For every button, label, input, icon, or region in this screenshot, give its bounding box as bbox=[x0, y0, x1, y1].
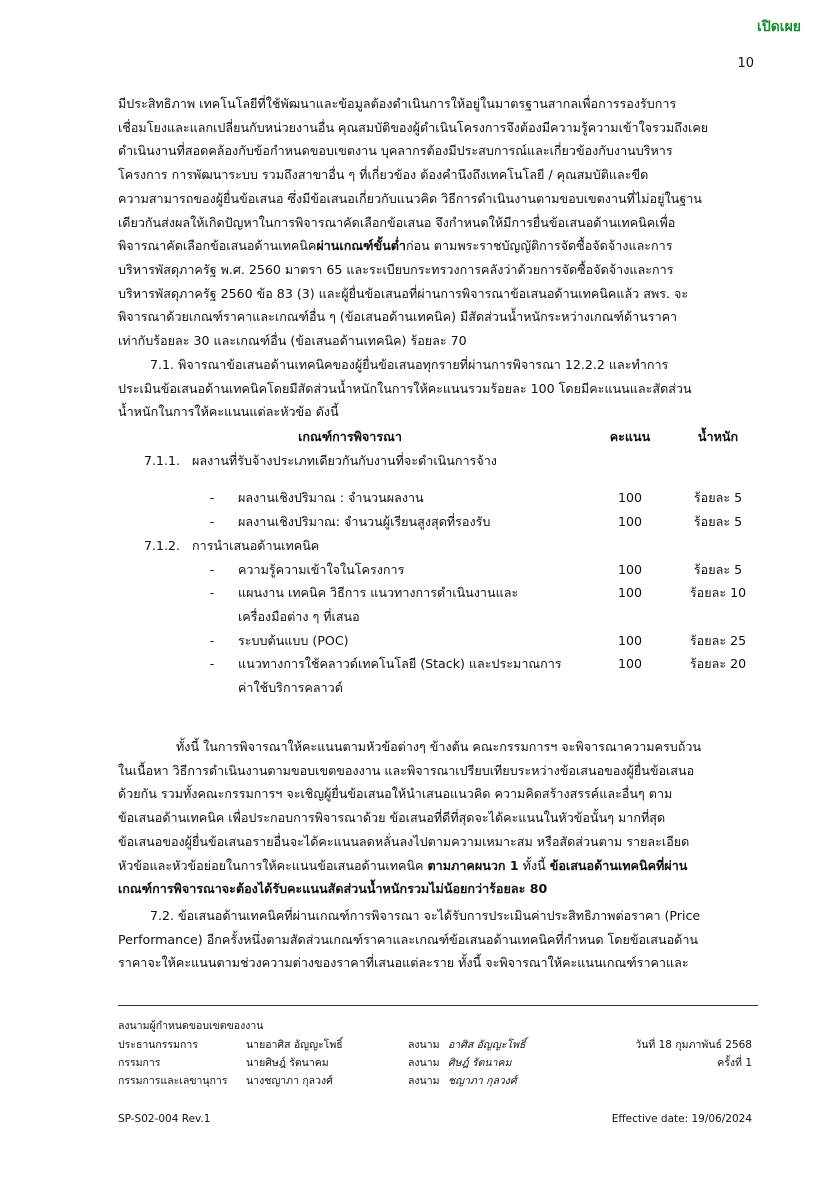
text-line: ทั้งนี้ ในการพิจารณาให้คะแนนตามหัวข้อต่างๆ ข้างต้น คณะกรรมการฯ จะพิจารณาความครบถ้วน bbox=[176, 739, 702, 754]
signature-sign-labels bbox=[408, 1036, 440, 1090]
paragraph-technical-requirements bbox=[118, 92, 758, 353]
signature-date: วันที่ 18 กุมภาพันธ์ 2568 bbox=[635, 1039, 752, 1051]
sign-label: ลงนาม bbox=[408, 1075, 440, 1087]
paragraph-7-1 bbox=[118, 353, 758, 424]
bold-min-criteria: ผ่านเกณฑ์ขั้นต่ำ bbox=[316, 238, 406, 254]
signature-name: นายศิษฎ์ รัตนาคม bbox=[246, 1057, 329, 1069]
criteria-row bbox=[118, 510, 758, 534]
divider bbox=[118, 1005, 758, 1006]
criteria-label: ระบบต้นแบบ (POC) bbox=[238, 632, 349, 648]
signature: ชญาภา กุลวงศ์ bbox=[448, 1075, 517, 1087]
bullet: - bbox=[209, 632, 215, 648]
sign-label: ลงนาม bbox=[408, 1039, 440, 1051]
signature-meta bbox=[635, 1036, 752, 1072]
bullet: - bbox=[209, 585, 215, 601]
text-segment: พิจารณาคัดเลือกข้อเสนอด้านเทคนิค bbox=[118, 238, 317, 254]
text-line: ข้อเสนอของผู้ยื่นข้อเสนอรายอื่นจะได้คะแนนลดหลั่นลงไปตามความเหมาะสม หรือสัดส่วนตาม รายละเอียด bbox=[118, 833, 690, 849]
classification-label: เปิดเผย bbox=[757, 19, 801, 35]
text-line: ราคาจะให้คะแนนตามช่วงความต่างของราคาที่เสนอแต่ละราย ทั้งนี้ จะพิจารณาให้คะแนนเกณฑ์ราคาและ bbox=[118, 955, 689, 971]
criteria-row bbox=[118, 652, 758, 699]
text-line: เชื่อมโยงและแลกเปลี่ยนกับหน่วยงานอื่น คุณสมบัติของผู้ดำเนินโครงการจึงต้องมีความรู้ความเข้าใจรวมถึงเคย bbox=[118, 119, 709, 135]
criteria-weight: ร้อยละ 5 bbox=[693, 514, 743, 530]
signature-name: นายอาศิส อัญญะโพธิ์ bbox=[246, 1039, 343, 1051]
criteria-row bbox=[118, 558, 758, 582]
header-weight: น้ำหนัก bbox=[697, 429, 739, 444]
text-line bbox=[118, 877, 758, 901]
text-line: เท่ากับร้อยละ 30 และเกณฑ์อื่น (ข้อเสนอด้านเทคนิค) ร้อยละ 70 bbox=[118, 333, 467, 349]
criteria-table bbox=[118, 425, 758, 700]
signature-names bbox=[246, 1036, 343, 1090]
paragraph-7-2 bbox=[118, 904, 758, 975]
table-header-row bbox=[118, 425, 758, 449]
bullet: - bbox=[209, 514, 215, 530]
signature-role: ประธานกรรมการ bbox=[118, 1039, 198, 1051]
signature-name: นางชญาภา กุลวงศ์ bbox=[246, 1075, 333, 1087]
header-score: คะแนน bbox=[609, 429, 651, 444]
criteria-row bbox=[118, 629, 758, 653]
criteria-score: 100 bbox=[617, 561, 643, 577]
criteria-label-line: แนวทางการใช้คลาวด์เทคโนโลยี (Stack) และประมาณการ bbox=[238, 656, 562, 672]
signature-signatures bbox=[448, 1036, 525, 1090]
text-line: 7.1. พิจารณาข้อเสนอด้านเทคนิคของผู้ยื่นข้อเสนอทุกรายที่ผ่านการพิจารณา 12.2.2 และทำการ bbox=[150, 357, 669, 372]
criteria-label bbox=[238, 581, 582, 628]
group-number: 7.1.2. bbox=[143, 537, 180, 553]
criteria-row bbox=[118, 581, 758, 628]
bold-pass-criteria: ข้อเสนอด้านเทคนิคที่ผ่าน bbox=[549, 857, 688, 873]
criteria-weight: ร้อยละ 25 bbox=[689, 632, 747, 648]
sign-label: ลงนาม bbox=[408, 1057, 440, 1069]
criteria-label-line: ค่าใช้บริการคลาวด์ bbox=[238, 680, 343, 696]
page-number: 10 bbox=[737, 56, 754, 71]
text-line: โครงการ การพัฒนาระบบ รวมถึงสาขาอื่น ๆ ที่เกี่ยวข้อง ต้องคำนึงถึงเทคโนโลยี / คุณสมบัติและขีด bbox=[118, 167, 649, 183]
group-row bbox=[118, 534, 758, 558]
group-number: 7.1.1. bbox=[143, 452, 180, 468]
criteria-weight: ร้อยละ 10 bbox=[689, 585, 747, 601]
criteria-label bbox=[238, 652, 582, 699]
criteria-weight: ร้อยละ 5 bbox=[693, 490, 743, 506]
group-title: ผลงานที่รับจ้างประเภทเดียวกันกับงานที่จะดำเนินการจ้าง bbox=[192, 452, 497, 468]
text-line: ประเมินข้อเสนอด้านเทคนิคโดยมีสัดส่วนน้ำหนักในการให้คะแนนรวมร้อยละ 100 โดยมีคะแนนและสัดส่วน bbox=[118, 380, 692, 396]
signature-role: กรรมการและเลขานุการ bbox=[118, 1075, 228, 1087]
criteria-score: 100 bbox=[617, 632, 643, 648]
criteria-score: 100 bbox=[617, 514, 643, 530]
criteria-score: 100 bbox=[617, 490, 643, 506]
bullet: - bbox=[209, 656, 215, 672]
text-line: บริหารพัสดุภาครัฐ พ.ศ. 2560 มาตรา 65 และระเบียบกระทรวงการคลังว่าด้วยการจัดซื้อจัดจ้างและการ bbox=[118, 261, 674, 277]
text-line: เดียวกันส่งผลให้เกิดปัญหาในการพิจารณาคัดเลือกข้อเสนอ จึงกำหนดให้มีการยื่นข้อเสนอด้านเทคนิคเพื่อ bbox=[118, 214, 676, 230]
text-line: 7.2. ข้อเสนอด้านเทคนิคที่ผ่านเกณฑ์การพิจารณา จะได้รับการประเมินค่าประสิทธิภาพต่อราคา (Price bbox=[150, 908, 701, 923]
doc-code: SP-S02-004 Rev.1 bbox=[118, 1113, 211, 1125]
text-line: น้ำหนักในการให้คะแนนแต่ละหัวข้อ ดังนี้ bbox=[118, 404, 339, 420]
criteria-score: 100 bbox=[617, 656, 643, 672]
criteria-label-line: แผนงาน เทคนิค วิธีการ แนวทางการดำเนินงานและ bbox=[238, 585, 519, 601]
criteria-score: 100 bbox=[617, 585, 643, 601]
signature: อาศิส อัญญะโพธิ์ bbox=[448, 1039, 526, 1051]
text-line bbox=[118, 234, 758, 258]
signature: ศิษฎ์ รัตนาคม bbox=[448, 1057, 512, 1069]
text-line bbox=[118, 854, 758, 878]
criteria-label: ความรู้ความเข้าใจในโครงการ bbox=[238, 561, 405, 577]
bullet: - bbox=[209, 561, 215, 577]
criteria-row bbox=[118, 486, 758, 510]
paragraph-scoring-notes bbox=[118, 735, 758, 901]
criteria-label: ผลงานเชิงปริมาณ : จำนวนผลงาน bbox=[238, 490, 424, 506]
text-line: ดำเนินงานที่สอดคล้องกับข้อกำหนดขอบเขตงาน บุคลากรต้องมีประสบการณ์และเกี่ยวข้องกับงานบริหาร bbox=[118, 143, 673, 159]
effective-date: Effective date: 19/06/2024 bbox=[611, 1113, 752, 1125]
group-row bbox=[118, 449, 758, 473]
signature-roles bbox=[118, 1036, 227, 1090]
header-criteria: เกณฑ์การพิจารณา bbox=[298, 429, 402, 444]
signature-role: กรรมการ bbox=[118, 1057, 161, 1069]
text-segment: ก่อน ตามพระราชบัญญัติการจัดซื้อจัดจ้างและการ bbox=[405, 238, 673, 254]
text-line: พิจารณาด้วยเกณฑ์ราคาและเกณฑ์อื่น ๆ (ข้อเสนอด้านเทคนิค) มีสัดส่วนน้ำหนักระหว่างเกณฑ์ด้านราคา bbox=[118, 309, 678, 325]
signature-heading: ลงนามผู้กำหนดขอบเขตของงาน bbox=[118, 1020, 264, 1032]
text-line: Performance) อีกครั้งหนึ่งตามสัดส่วนเกณฑ์ราคาและเกณฑ์ข้อเสนอด้านเทคนิคที่กำหนด โดยข้อเสนอด้าน bbox=[118, 931, 699, 947]
bullet: - bbox=[209, 490, 215, 506]
text-line: ด้วยกัน รวมทั้งคณะกรรมการฯ จะเชิญผู้ยื่นข้อเสนอให้นำเสนอแนวคิด ความคิดสร้างสรรค์และอื่นๆ ตาม bbox=[118, 786, 673, 802]
bold-pass-threshold: เกณฑ์การพิจารณาจะต้องได้รับคะแนนสัดส่วนน้ำหนักรวมไม่น้อยกว่าร้อยละ 80 bbox=[118, 881, 548, 897]
text-line: ความสามารถของผู้ยื่นข้อเสนอ ซึ่งมีข้อเสนอเกี่ยวกับแนวคิด วิธีการดำเนินงานตามขอบเขตงานที่ไม่อยู่ในฐาน bbox=[118, 190, 702, 206]
text-line: ในเนื้อหา วิธีการดำเนินงานตามขอบเขตของงาน และพิจารณาเปรียบเทียบระหว่างข้อเสนอของผู้ยื่นข้อเสนอ bbox=[118, 762, 695, 778]
bold-annex-ref: ตามภาคผนวก 1 bbox=[427, 857, 519, 873]
text-line: บริหารพัสดุภาครัฐ 2560 ข้อ 83 (3) และผู้ยื่นข้อเสนอที่ผ่านการพิจารณาข้อเสนอด้านเทคนิคแล้ว สพร. จะ bbox=[118, 285, 689, 301]
text-segment: ทั้งนี้ bbox=[518, 857, 550, 873]
criteria-weight: ร้อยละ 20 bbox=[689, 656, 747, 672]
group-title: การนำเสนอด้านเทคนิค bbox=[192, 537, 320, 553]
text-line: มีประสิทธิภาพ เทคโนโลยีที่ใช้พัฒนาและข้อมูลต้องดำเนินการให้อยู่ในมาตรฐานสากลเพื่อการรองรับการ bbox=[118, 96, 677, 111]
criteria-weight: ร้อยละ 5 bbox=[693, 561, 743, 577]
signature-round: ครั้งที่ 1 bbox=[717, 1057, 752, 1069]
criteria-label: ผลงานเชิงปริมาณ: จำนวนผู้เรียนสูงสุดที่รองรับ bbox=[238, 514, 491, 530]
text-segment: หัวข้อและหัวข้อย่อยในการให้คะแนนข้อเสนอด้านเทคนิค bbox=[118, 857, 428, 873]
criteria-label-line: เครื่องมือต่าง ๆ ที่เสนอ bbox=[238, 608, 360, 624]
text-line: ข้อเสนอด้านเทคนิค เพื่อประกอบการพิจารณาด้วย ข้อเสนอที่ดีที่สุดจะได้คะแนนในหัวข้อนั้นๆ มากที่สุด bbox=[118, 810, 666, 826]
